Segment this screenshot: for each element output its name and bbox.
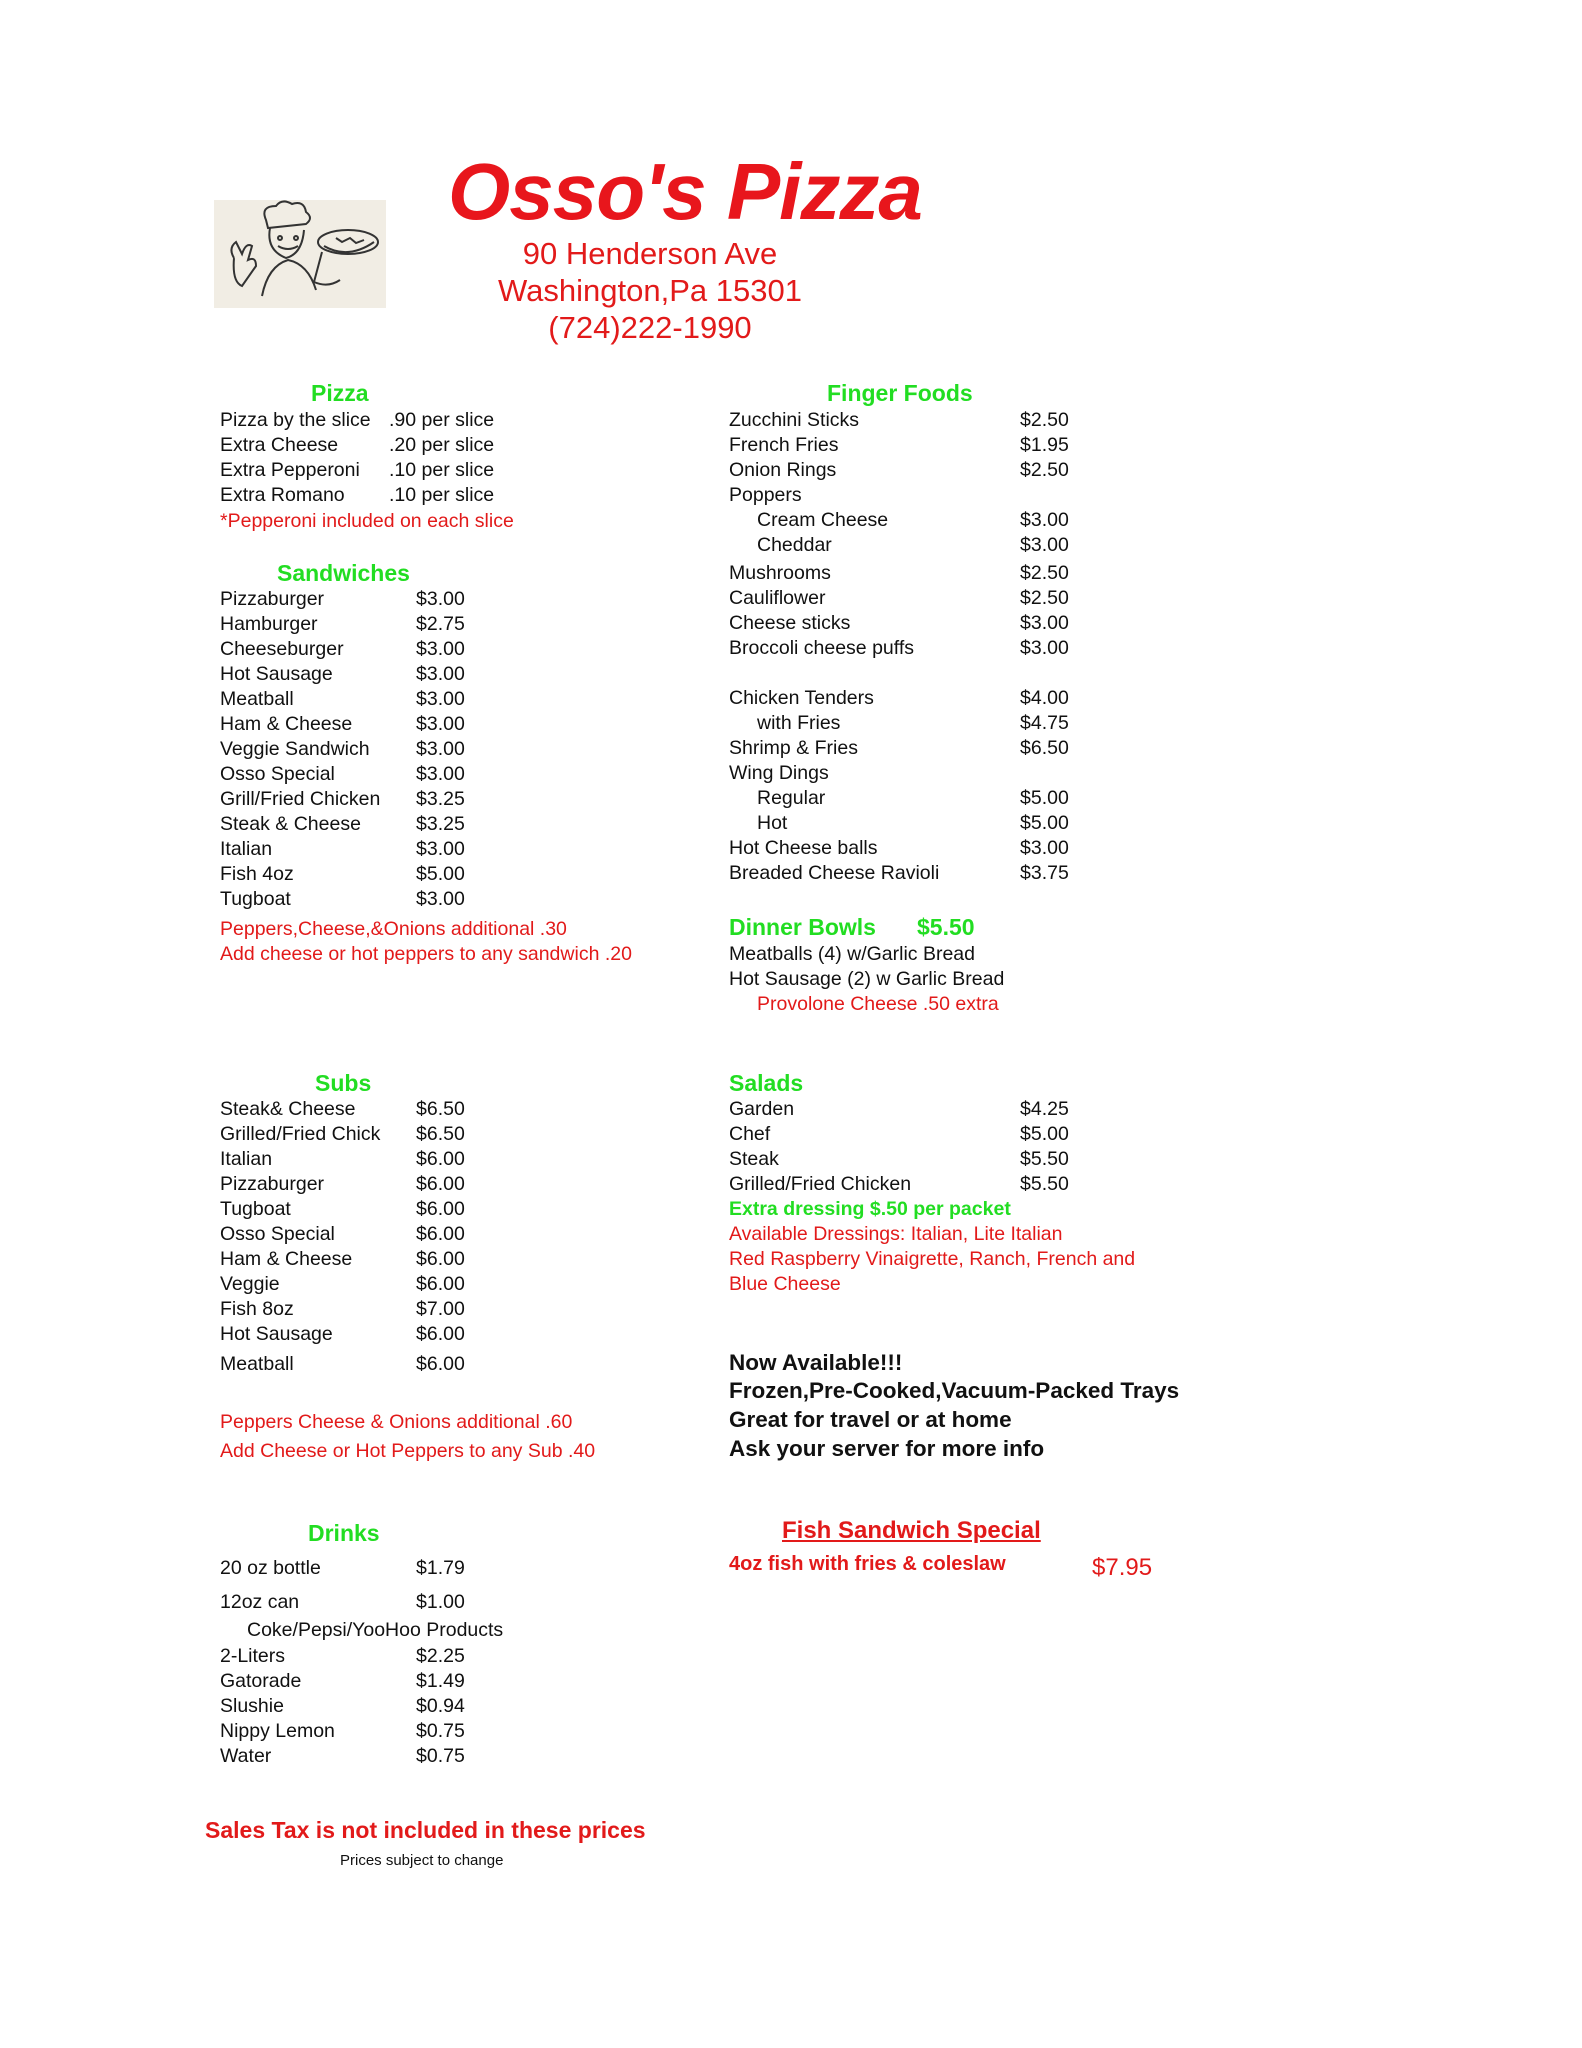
- menu-item-row: [729, 811, 1429, 836]
- prices-subject-to-change: Prices subject to change: [340, 1852, 504, 1869]
- chef-logo-image: [214, 200, 386, 308]
- menu-item-name: Broccoli cheese puffs: [729, 637, 914, 659]
- menu-item-name: Osso Special: [220, 1223, 335, 1245]
- menu-item-price: $5.00: [416, 863, 465, 885]
- menu-item-price: $5.00: [1020, 812, 1069, 834]
- drinks-brands: Coke/Pepsi/YooHoo Products: [247, 1619, 504, 1641]
- menu-item-row: [220, 662, 920, 687]
- dinner-bowl-item-1: Meatballs (4) w/Garlic Bread: [729, 943, 975, 965]
- menu-item-price: .20 per slice: [389, 434, 495, 456]
- finger-foods-heading: Finger Foods: [827, 380, 973, 406]
- menu-item-name: 20 oz bottle: [220, 1557, 321, 1579]
- dressings-line-3: Blue Cheese: [729, 1273, 841, 1295]
- subs-note-1: Peppers Cheese & Onions additional .60: [220, 1411, 573, 1433]
- menu-item-name: French Fries: [729, 434, 839, 456]
- salads-heading: Salads: [729, 1070, 804, 1096]
- menu-item-price: $3.00: [416, 738, 465, 760]
- dinner-bowl-item-2: Hot Sausage (2) w Garlic Bread: [729, 968, 1005, 990]
- promo-line-2: Frozen,Pre-Cooked,Vacuum-Packed Trays: [729, 1378, 1180, 1403]
- menu-item-price: $6.00: [416, 1323, 465, 1345]
- menu-item-row: [729, 1097, 1429, 1122]
- fish-special-price: $7.95: [1092, 1554, 1153, 1581]
- menu-item-price: $6.50: [1020, 737, 1069, 759]
- menu-item-price: $2.50: [1020, 459, 1069, 481]
- menu-item-name: Steak& Cheese: [220, 1098, 356, 1120]
- menu-item-name: Steak & Cheese: [220, 813, 361, 835]
- menu-item-row: [729, 408, 1429, 433]
- menu-item-row: [220, 1590, 920, 1615]
- menu-item-name: Chef: [729, 1123, 771, 1145]
- address-line1: 90 Henderson Ave: [522, 236, 778, 271]
- menu-item-name: Hot Sausage: [220, 1323, 333, 1345]
- menu-item-name: Veggie Sandwich: [220, 738, 370, 760]
- menu-item-row: [729, 686, 1429, 711]
- menu-item-row: [729, 1122, 1429, 1147]
- menu-item-price: $6.00: [416, 1353, 465, 1375]
- menu-item-price: $3.25: [416, 813, 465, 835]
- menu-item-price: $6.00: [416, 1173, 465, 1195]
- drinks-heading: Drinks: [308, 1520, 380, 1546]
- menu-item-row: [729, 586, 1429, 611]
- menu-item-row: [729, 533, 1429, 558]
- menu-item-price: $3.00: [1020, 637, 1069, 659]
- menu-item-price: $0.75: [416, 1720, 465, 1742]
- menu-item-name: Garden: [729, 1098, 795, 1120]
- menu-item-name: Meatball: [220, 1353, 294, 1375]
- menu-item-price: $6.00: [416, 1248, 465, 1270]
- menu-item-row: [220, 1669, 920, 1694]
- menu-item-price: $3.00: [416, 763, 465, 785]
- menu-item-price: .10 per slice: [389, 459, 495, 481]
- promo-line-3: Great for travel or at home: [729, 1407, 1012, 1432]
- menu-item-price: $1.79: [416, 1557, 465, 1579]
- menu-item-name: Breaded Cheese Ravioli: [729, 862, 940, 884]
- menu-item-price: $2.50: [1020, 562, 1069, 584]
- fish-special-description: 4oz fish with fries & coleslaw: [729, 1553, 1006, 1575]
- menu-item-name: Hot Cheese balls: [729, 837, 878, 859]
- menu-item-price: $4.25: [1020, 1098, 1069, 1120]
- menu-item-price: $2.50: [1020, 587, 1069, 609]
- sandwich-note-1: Peppers,Cheese,&Onions additional .30: [220, 918, 567, 940]
- menu-item-price: $6.50: [416, 1123, 465, 1145]
- menu-item-name: Fish 8oz: [220, 1298, 294, 1320]
- menu-item-price: $3.00: [416, 888, 465, 910]
- menu-item-row: [729, 711, 1429, 736]
- menu-item-row: [729, 836, 1429, 861]
- menu-item-price: $1.49: [416, 1670, 465, 1692]
- menu-item-price: $4.00: [1020, 687, 1069, 709]
- menu-item-name: Cheeseburger: [220, 638, 344, 660]
- menu-item-name: Cauliflower: [729, 587, 826, 609]
- menu-item-name: Poppers: [729, 484, 802, 506]
- menu-item-price: $4.75: [1020, 712, 1069, 734]
- menu-item-name: Fish 4oz: [220, 863, 294, 885]
- pizza-heading: Pizza: [311, 380, 369, 406]
- menu-item-row: [729, 508, 1429, 533]
- menu-item-name: Water: [220, 1745, 272, 1767]
- menu-item-name: Extra Romano: [220, 484, 345, 506]
- pizza-note: *Pepperoni included on each slice: [220, 510, 514, 532]
- menu-item-price: $5.50: [1020, 1173, 1069, 1195]
- menu-item-price: $3.00: [416, 663, 465, 685]
- menu-item-name: Regular: [757, 787, 826, 809]
- menu-item-price: $2.25: [416, 1645, 465, 1667]
- address-line2: Washington,Pa 15301: [498, 273, 802, 308]
- menu-item-name: Steak: [729, 1148, 779, 1170]
- menu-item-row: [729, 611, 1429, 636]
- menu-item-price: $3.00: [1020, 612, 1069, 634]
- menu-item-name: Italian: [220, 1148, 273, 1170]
- menu-item-price: $3.00: [1020, 534, 1069, 556]
- menu-item-name: Nippy Lemon: [220, 1720, 335, 1742]
- menu-item-price: $1.95: [1020, 434, 1069, 456]
- menu-item-name: Pizzaburger: [220, 1173, 325, 1195]
- menu-item-name: Grill/Fried Chicken: [220, 788, 381, 810]
- menu-item-price: $2.50: [1020, 409, 1069, 431]
- menu-item-name: Hot Sausage: [220, 663, 333, 685]
- menu-item-row: [220, 1744, 920, 1769]
- menu-item-price: $3.00: [416, 688, 465, 710]
- menu-item-row: [220, 1719, 920, 1744]
- menu-item-row: [729, 561, 1429, 586]
- dressings-line-2: Red Raspberry Vinaigrette, Ranch, French and: [729, 1248, 1136, 1270]
- menu-item-name: Onion Rings: [729, 459, 837, 481]
- menu-item-row: [220, 887, 920, 912]
- menu-item-name: Slushie: [220, 1695, 284, 1717]
- menu-item-price: $0.94: [416, 1695, 465, 1717]
- menu-item-row: [729, 786, 1429, 811]
- subs-heading: Subs: [315, 1070, 372, 1096]
- sandwich-note-2: Add cheese or hot peppers to any sandwich .20: [220, 943, 632, 965]
- fish-special-heading: Fish Sandwich Special: [782, 1517, 1041, 1544]
- menu-item-name: Hamburger: [220, 613, 318, 635]
- dinner-bowls-note: Provolone Cheese .50 extra: [757, 993, 999, 1015]
- menu-item-row: [729, 483, 1429, 508]
- menu-item-name: Tugboat: [220, 888, 291, 910]
- menu-item-price: $5.00: [1020, 1123, 1069, 1145]
- menu-item-name: Tugboat: [220, 1198, 291, 1220]
- sandwiches-heading: Sandwiches: [277, 560, 410, 586]
- menu-item-price: $6.00: [416, 1148, 465, 1170]
- menu-item-row: [729, 1172, 1429, 1197]
- menu-item-name: Veggie: [220, 1273, 280, 1295]
- menu-item-name: Extra Pepperoni: [220, 459, 360, 481]
- menu-item-row: [729, 458, 1429, 483]
- menu-item-price: .10 per slice: [389, 484, 495, 506]
- sales-tax-note: Sales Tax is not included in these prices: [205, 1817, 646, 1843]
- menu-item-name: Cheddar: [757, 534, 832, 556]
- promo-line-1: Now Available!!!: [729, 1350, 903, 1375]
- menu-item-name: Mushrooms: [729, 562, 831, 584]
- menu-item-name: Hot: [757, 812, 788, 834]
- menu-item-name: Cream Cheese: [757, 509, 889, 531]
- restaurant-name: Osso's Pizza: [448, 147, 922, 236]
- menu-item-name: 2-Liters: [220, 1645, 286, 1667]
- menu-item-price: $3.00: [1020, 837, 1069, 859]
- menu-item-row: [729, 433, 1429, 458]
- menu-item-price: $3.00: [416, 588, 465, 610]
- menu-item-row: [220, 1322, 920, 1347]
- menu-item-price: $6.00: [416, 1198, 465, 1220]
- menu-item-price: $3.00: [1020, 509, 1069, 531]
- menu-item-name: with Fries: [757, 712, 841, 734]
- extra-dressing-note: Extra dressing $.50 per packet: [729, 1198, 1011, 1220]
- menu-item-price: $3.00: [416, 713, 465, 735]
- menu-item-price: $3.00: [416, 838, 465, 860]
- menu-item-name: Shrimp & Fries: [729, 737, 858, 759]
- menu-item-price: $0.75: [416, 1745, 465, 1767]
- menu-item-price: $1.00: [416, 1591, 465, 1613]
- menu-item-price: .90 per slice: [389, 409, 495, 431]
- phone-number: (724)222-1990: [548, 310, 752, 345]
- menu-item-row: [729, 761, 1429, 786]
- menu-item-row: [729, 636, 1429, 661]
- menu-item-name: Cheese sticks: [729, 612, 851, 634]
- menu-item-row: [220, 1694, 920, 1719]
- menu-item-price: $3.25: [416, 788, 465, 810]
- menu-item-price: $6.00: [416, 1273, 465, 1295]
- menu-item-name: Pizza by the slice: [220, 409, 371, 431]
- menu-item-row: [220, 1297, 920, 1322]
- menu-item-name: Ham & Cheese: [220, 1248, 353, 1270]
- subs-note-2: Add Cheese or Hot Peppers to any Sub .40: [220, 1440, 596, 1462]
- menu-item-name: Wing Dings: [729, 762, 829, 784]
- menu-item-price: $6.00: [416, 1223, 465, 1245]
- menu-item-name: Italian: [220, 838, 273, 860]
- menu-item-row: [729, 861, 1429, 886]
- menu-item-name: Zucchini Sticks: [729, 409, 860, 431]
- menu-item-name: Ham & Cheese: [220, 713, 353, 735]
- menu-item-name: Chicken Tenders: [729, 687, 874, 709]
- menu-item-price: $2.75: [416, 613, 465, 635]
- dinner-bowls-price: $5.50: [917, 914, 975, 940]
- menu-item-name: Extra Cheese: [220, 434, 339, 456]
- promo-line-4: Ask your server for more info: [729, 1436, 1045, 1461]
- menu-item-price: $5.50: [1020, 1148, 1069, 1170]
- menu-item-row: [220, 1644, 920, 1669]
- menu-item-price: $7.00: [416, 1298, 465, 1320]
- menu-item-name: Pizzaburger: [220, 588, 325, 610]
- menu-item-name: Grilled/Fried Chick: [220, 1123, 381, 1145]
- menu-item-price: $6.50: [416, 1098, 465, 1120]
- menu-item-name: Osso Special: [220, 763, 335, 785]
- menu-item-name: Meatball: [220, 688, 294, 710]
- menu-item-row: [729, 736, 1429, 761]
- dressings-line-1: Available Dressings: Italian, Lite Italian: [729, 1223, 1063, 1245]
- menu-item-row: [729, 1147, 1429, 1172]
- menu-item-name: Grilled/Fried Chicken: [729, 1173, 912, 1195]
- menu-item-price: $5.00: [1020, 787, 1069, 809]
- menu-item-name: Gatorade: [220, 1670, 302, 1692]
- menu-item-name: 12oz can: [220, 1591, 300, 1613]
- menu-item-price: $3.75: [1020, 862, 1069, 884]
- menu-item-price: $3.00: [416, 638, 465, 660]
- dinner-bowls-heading: Dinner Bowls: [729, 914, 876, 940]
